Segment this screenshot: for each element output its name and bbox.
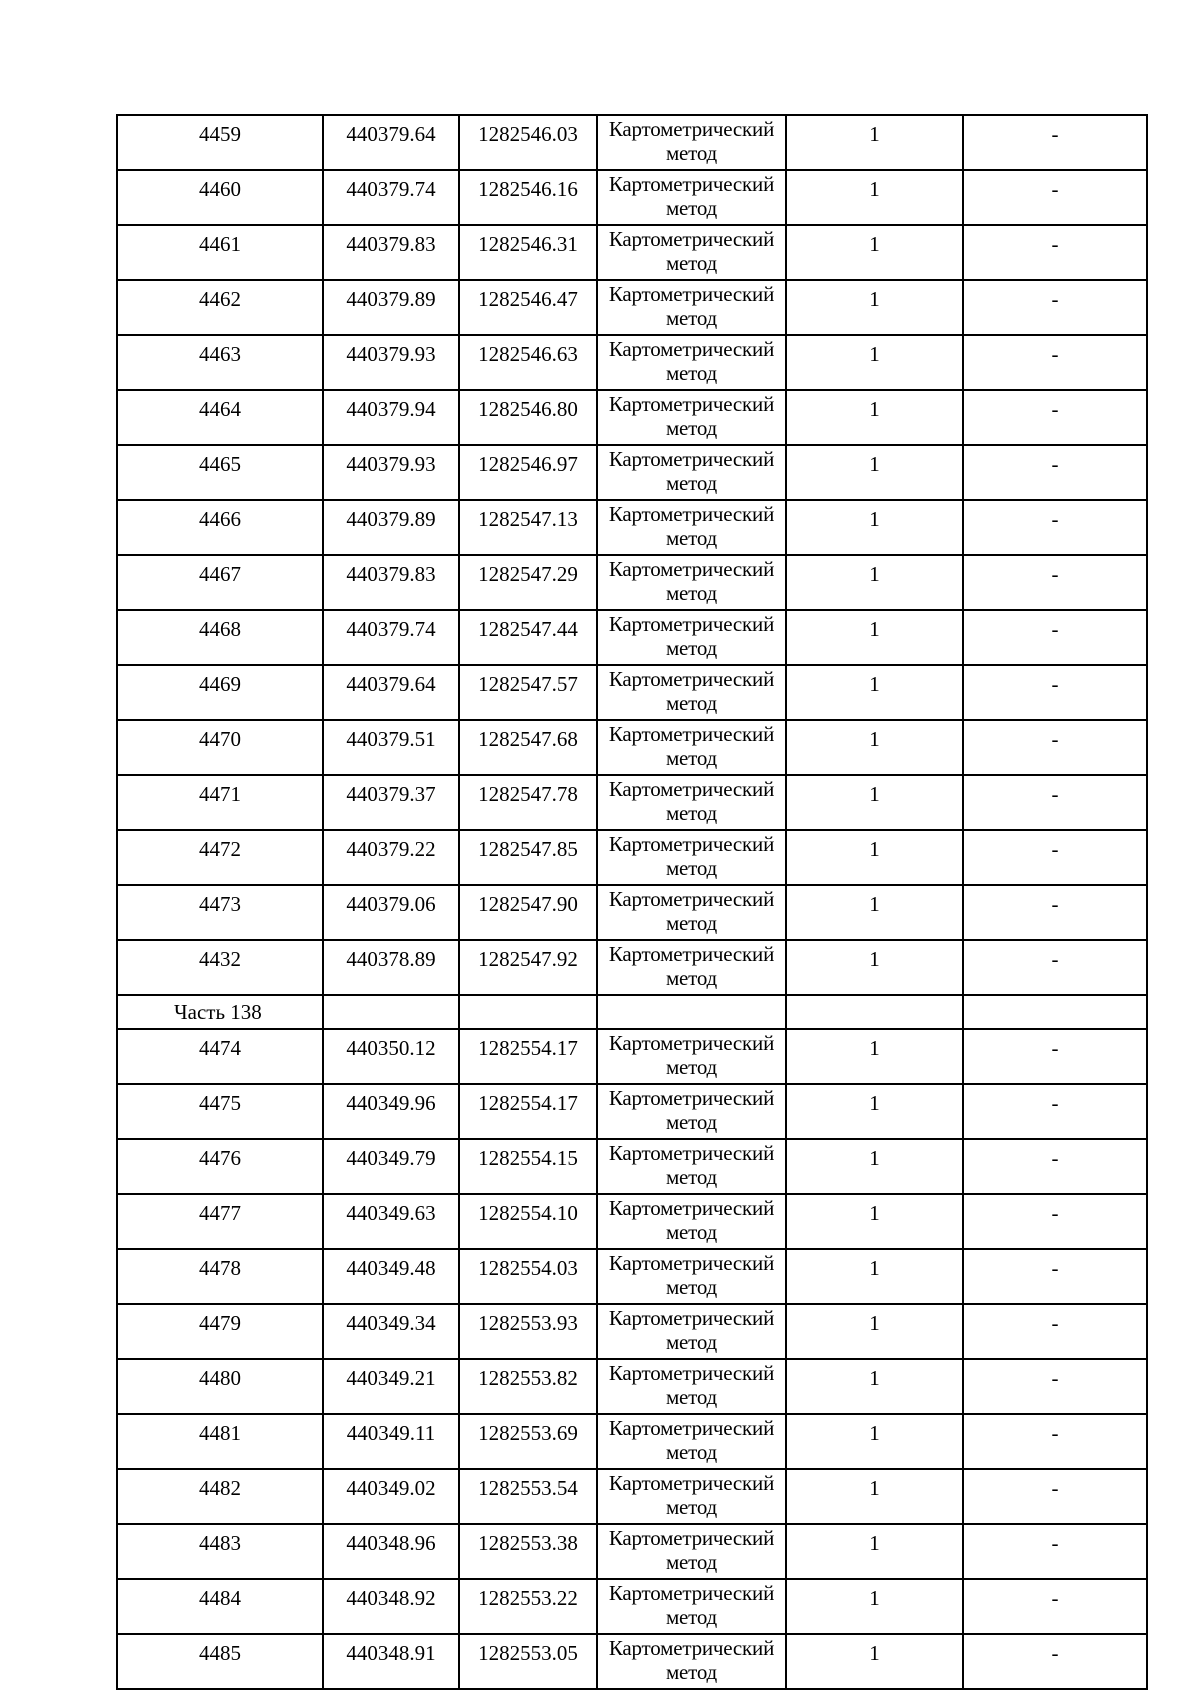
- point-number-cell: 4462: [117, 280, 323, 335]
- method-line-1: Картометрический: [608, 282, 775, 306]
- extra-cell: -: [963, 445, 1147, 500]
- method-line-2: метод: [665, 471, 718, 495]
- table-row: [117, 1579, 1147, 1634]
- table-row: [117, 555, 1147, 610]
- method-line-1: Картометрический: [608, 1416, 775, 1440]
- x-coordinate-cell: 440379.22: [323, 830, 459, 885]
- extra-cell: -: [963, 1524, 1147, 1579]
- point-number-cell: 4468: [117, 610, 323, 665]
- point-number-cell: 4465: [117, 445, 323, 500]
- method-line-1: Картометрический: [608, 667, 775, 691]
- method-line-1: Картометрический: [608, 722, 775, 746]
- accuracy-cell: 1: [786, 885, 963, 940]
- method-cell: [597, 1304, 786, 1359]
- y-coordinate-cell: 1282553.93: [459, 1304, 597, 1359]
- method-line-1: Картометрический: [608, 557, 775, 581]
- method-line-1: Картометрический: [608, 1086, 775, 1110]
- y-coordinate-cell: 1282547.68: [459, 720, 597, 775]
- y-coordinate-cell: 1282547.29: [459, 555, 597, 610]
- method-line-2: метод: [665, 1440, 718, 1464]
- accuracy-cell: 1: [786, 225, 963, 280]
- section-empty-cell: [597, 995, 786, 1029]
- method-line-1: Картометрический: [608, 1196, 775, 1220]
- table-row: [117, 775, 1147, 830]
- method-line-2: метод: [665, 526, 718, 550]
- point-number-cell: 4461: [117, 225, 323, 280]
- method-line-2: метод: [665, 1165, 718, 1189]
- method-cell: [597, 720, 786, 775]
- extra-cell: -: [963, 775, 1147, 830]
- y-coordinate-cell: 1282553.22: [459, 1579, 597, 1634]
- method-line-2: метод: [665, 801, 718, 825]
- method-cell: [597, 390, 786, 445]
- accuracy-cell: 1: [786, 390, 963, 445]
- method-line-2: метод: [665, 1385, 718, 1409]
- table-row: [117, 610, 1147, 665]
- x-coordinate-cell: 440349.02: [323, 1469, 459, 1524]
- extra-cell: -: [963, 1029, 1147, 1084]
- method-cell: [597, 555, 786, 610]
- method-cell: [597, 830, 786, 885]
- method-line-1: Картометрический: [608, 1526, 775, 1550]
- method-cell: [597, 1084, 786, 1139]
- method-line-1: Картометрический: [608, 832, 775, 856]
- method-line-2: метод: [665, 1275, 718, 1299]
- section-empty-cell: [459, 995, 597, 1029]
- method-line-2: метод: [665, 251, 718, 275]
- method-cell: [597, 335, 786, 390]
- accuracy-cell: 1: [786, 1524, 963, 1579]
- accuracy-cell: 1: [786, 610, 963, 665]
- point-number-cell: 4482: [117, 1469, 323, 1524]
- table-row: [117, 1194, 1147, 1249]
- x-coordinate-cell: 440349.21: [323, 1359, 459, 1414]
- extra-cell: -: [963, 1304, 1147, 1359]
- method-line-2: метод: [665, 746, 718, 770]
- x-coordinate-cell: 440379.64: [323, 665, 459, 720]
- method-cell: [597, 885, 786, 940]
- y-coordinate-cell: 1282547.85: [459, 830, 597, 885]
- point-number-cell: 4464: [117, 390, 323, 445]
- method-line-1: Картометрический: [608, 1141, 775, 1165]
- accuracy-cell: 1: [786, 1194, 963, 1249]
- y-coordinate-cell: 1282546.16: [459, 170, 597, 225]
- y-coordinate-cell: 1282547.78: [459, 775, 597, 830]
- extra-cell: -: [963, 335, 1147, 390]
- y-coordinate-cell: 1282553.82: [459, 1359, 597, 1414]
- method-line-2: метод: [665, 1110, 718, 1134]
- x-coordinate-cell: 440379.89: [323, 500, 459, 555]
- x-coordinate-cell: 440379.93: [323, 445, 459, 500]
- method-line-2: метод: [665, 1550, 718, 1574]
- method-line-1: Картометрический: [608, 1031, 775, 1055]
- method-cell: [597, 225, 786, 280]
- y-coordinate-cell: 1282547.13: [459, 500, 597, 555]
- x-coordinate-cell: 440350.12: [323, 1029, 459, 1084]
- point-number-cell: 4476: [117, 1139, 323, 1194]
- method-line-2: метод: [665, 1220, 718, 1244]
- y-coordinate-cell: 1282546.80: [459, 390, 597, 445]
- extra-cell: -: [963, 115, 1147, 170]
- method-cell: [597, 1579, 786, 1634]
- extra-cell: -: [963, 555, 1147, 610]
- coordinates-table: [116, 114, 1148, 1690]
- method-line-1: Картометрический: [608, 1361, 775, 1385]
- extra-cell: -: [963, 830, 1147, 885]
- method-cell: [597, 1634, 786, 1689]
- method-cell: [597, 445, 786, 500]
- method-line-2: метод: [665, 691, 718, 715]
- accuracy-cell: 1: [786, 555, 963, 610]
- method-line-2: метод: [665, 1495, 718, 1519]
- table-row: [117, 500, 1147, 555]
- y-coordinate-cell: 1282553.54: [459, 1469, 597, 1524]
- table-row: [117, 225, 1147, 280]
- method-cell: [597, 115, 786, 170]
- method-line-1: Картометрический: [608, 117, 775, 141]
- y-coordinate-cell: 1282554.17: [459, 1029, 597, 1084]
- x-coordinate-cell: 440379.74: [323, 170, 459, 225]
- extra-cell: -: [963, 1194, 1147, 1249]
- point-number-cell: 4479: [117, 1304, 323, 1359]
- section-empty-cell: [786, 995, 963, 1029]
- extra-cell: -: [963, 390, 1147, 445]
- method-line-1: Картометрический: [608, 172, 775, 196]
- method-line-1: Картометрический: [608, 1471, 775, 1495]
- point-number-cell: 4432: [117, 940, 323, 995]
- method-line-1: Картометрический: [608, 392, 775, 416]
- method-line-1: Картометрический: [608, 502, 775, 526]
- extra-cell: -: [963, 280, 1147, 335]
- x-coordinate-cell: 440349.48: [323, 1249, 459, 1304]
- point-number-cell: 4484: [117, 1579, 323, 1634]
- method-line-2: метод: [665, 581, 718, 605]
- y-coordinate-cell: 1282546.97: [459, 445, 597, 500]
- method-line-2: метод: [665, 1055, 718, 1079]
- y-coordinate-cell: 1282546.03: [459, 115, 597, 170]
- x-coordinate-cell: 440379.83: [323, 555, 459, 610]
- method-cell: [597, 610, 786, 665]
- point-number-cell: 4483: [117, 1524, 323, 1579]
- point-number-cell: 4481: [117, 1414, 323, 1469]
- y-coordinate-cell: 1282547.57: [459, 665, 597, 720]
- extra-cell: -: [963, 1634, 1147, 1689]
- extra-cell: -: [963, 500, 1147, 555]
- x-coordinate-cell: 440348.92: [323, 1579, 459, 1634]
- point-number-cell: 4485: [117, 1634, 323, 1689]
- x-coordinate-cell: 440379.51: [323, 720, 459, 775]
- extra-cell: -: [963, 1084, 1147, 1139]
- point-number-cell: 4472: [117, 830, 323, 885]
- extra-cell: -: [963, 1249, 1147, 1304]
- table-row: [117, 830, 1147, 885]
- method-line-2: метод: [665, 361, 718, 385]
- accuracy-cell: 1: [786, 940, 963, 995]
- point-number-cell: 4475: [117, 1084, 323, 1139]
- y-coordinate-cell: 1282547.92: [459, 940, 597, 995]
- method-line-2: метод: [665, 856, 718, 880]
- method-cell: [597, 1414, 786, 1469]
- table-row: [117, 665, 1147, 720]
- table-row: [117, 1304, 1147, 1359]
- accuracy-cell: 1: [786, 335, 963, 390]
- x-coordinate-cell: 440379.06: [323, 885, 459, 940]
- y-coordinate-cell: 1282553.38: [459, 1524, 597, 1579]
- method-line-1: Картометрический: [608, 227, 775, 251]
- x-coordinate-cell: 440349.96: [323, 1084, 459, 1139]
- accuracy-cell: 1: [786, 280, 963, 335]
- x-coordinate-cell: 440379.37: [323, 775, 459, 830]
- point-number-cell: 4477: [117, 1194, 323, 1249]
- accuracy-cell: 1: [786, 1469, 963, 1524]
- point-number-cell: 4466: [117, 500, 323, 555]
- method-cell: [597, 940, 786, 995]
- method-cell: [597, 1359, 786, 1414]
- x-coordinate-cell: 440379.89: [323, 280, 459, 335]
- method-line-2: метод: [665, 1660, 718, 1684]
- extra-cell: -: [963, 720, 1147, 775]
- accuracy-cell: 1: [786, 500, 963, 555]
- extra-cell: -: [963, 1414, 1147, 1469]
- method-cell: [597, 1194, 786, 1249]
- accuracy-cell: 1: [786, 1414, 963, 1469]
- y-coordinate-cell: 1282554.15: [459, 1139, 597, 1194]
- point-number-cell: 4463: [117, 335, 323, 390]
- y-coordinate-cell: 1282546.47: [459, 280, 597, 335]
- table-row: [117, 1414, 1147, 1469]
- accuracy-cell: 1: [786, 830, 963, 885]
- y-coordinate-cell: 1282554.10: [459, 1194, 597, 1249]
- method-line-1: Картометрический: [608, 1581, 775, 1605]
- y-coordinate-cell: 1282547.44: [459, 610, 597, 665]
- y-coordinate-cell: 1282546.63: [459, 335, 597, 390]
- section-header-row: [117, 995, 1147, 1029]
- point-number-cell: 4473: [117, 885, 323, 940]
- x-coordinate-cell: 440349.63: [323, 1194, 459, 1249]
- method-cell: [597, 1524, 786, 1579]
- table-row: [117, 1469, 1147, 1524]
- point-number-cell: 4460: [117, 170, 323, 225]
- table-row: [117, 115, 1147, 170]
- accuracy-cell: 1: [786, 665, 963, 720]
- y-coordinate-cell: 1282553.69: [459, 1414, 597, 1469]
- method-line-1: Картометрический: [608, 777, 775, 801]
- accuracy-cell: 1: [786, 1579, 963, 1634]
- table-row: [117, 1359, 1147, 1414]
- table-row: [117, 885, 1147, 940]
- accuracy-cell: 1: [786, 1139, 963, 1194]
- accuracy-cell: 1: [786, 1634, 963, 1689]
- method-line-2: метод: [665, 1330, 718, 1354]
- x-coordinate-cell: 440349.11: [323, 1414, 459, 1469]
- method-cell: [597, 1249, 786, 1304]
- table-row: [117, 1029, 1147, 1084]
- method-line-2: метод: [665, 306, 718, 330]
- table-row: [117, 335, 1147, 390]
- point-number-cell: 4467: [117, 555, 323, 610]
- method-line-1: Картометрический: [608, 942, 775, 966]
- method-cell: [597, 1139, 786, 1194]
- extra-cell: -: [963, 1579, 1147, 1634]
- method-cell: [597, 280, 786, 335]
- x-coordinate-cell: 440379.94: [323, 390, 459, 445]
- accuracy-cell: 1: [786, 1304, 963, 1359]
- method-cell: [597, 665, 786, 720]
- x-coordinate-cell: 440379.93: [323, 335, 459, 390]
- point-number-cell: 4470: [117, 720, 323, 775]
- section-label: Часть 138: [117, 995, 323, 1029]
- section-empty-cell: [963, 995, 1147, 1029]
- accuracy-cell: 1: [786, 1249, 963, 1304]
- y-coordinate-cell: 1282547.90: [459, 885, 597, 940]
- extra-cell: -: [963, 225, 1147, 280]
- method-line-1: Картометрический: [608, 337, 775, 361]
- table-row: [117, 720, 1147, 775]
- accuracy-cell: 1: [786, 720, 963, 775]
- x-coordinate-cell: 440379.74: [323, 610, 459, 665]
- point-number-cell: 4459: [117, 115, 323, 170]
- point-number-cell: 4480: [117, 1359, 323, 1414]
- y-coordinate-cell: 1282554.03: [459, 1249, 597, 1304]
- method-line-1: Картометрический: [608, 887, 775, 911]
- extra-cell: -: [963, 170, 1147, 225]
- section-empty-cell: [323, 995, 459, 1029]
- method-cell: [597, 1469, 786, 1524]
- extra-cell: -: [963, 1359, 1147, 1414]
- accuracy-cell: 1: [786, 1029, 963, 1084]
- extra-cell: -: [963, 610, 1147, 665]
- extra-cell: -: [963, 940, 1147, 995]
- coordinates-table-body: [117, 115, 1147, 1689]
- table-row: [117, 390, 1147, 445]
- x-coordinate-cell: 440378.89: [323, 940, 459, 995]
- table-row: [117, 1084, 1147, 1139]
- table-row: [117, 280, 1147, 335]
- accuracy-cell: 1: [786, 1084, 963, 1139]
- method-line-1: Картометрический: [608, 447, 775, 471]
- x-coordinate-cell: 440348.96: [323, 1524, 459, 1579]
- accuracy-cell: 1: [786, 115, 963, 170]
- x-coordinate-cell: 440349.34: [323, 1304, 459, 1359]
- method-line-2: метод: [665, 636, 718, 660]
- accuracy-cell: 1: [786, 1359, 963, 1414]
- x-coordinate-cell: 440348.91: [323, 1634, 459, 1689]
- method-line-2: метод: [665, 196, 718, 220]
- x-coordinate-cell: 440379.83: [323, 225, 459, 280]
- y-coordinate-cell: 1282554.17: [459, 1084, 597, 1139]
- table-row: [117, 1634, 1147, 1689]
- extra-cell: -: [963, 1139, 1147, 1194]
- table-row: [117, 1139, 1147, 1194]
- point-number-cell: 4478: [117, 1249, 323, 1304]
- method-cell: [597, 170, 786, 225]
- x-coordinate-cell: 440379.64: [323, 115, 459, 170]
- point-number-cell: 4474: [117, 1029, 323, 1084]
- x-coordinate-cell: 440349.79: [323, 1139, 459, 1194]
- table-row: [117, 940, 1147, 995]
- y-coordinate-cell: 1282546.31: [459, 225, 597, 280]
- table-row: [117, 1249, 1147, 1304]
- table-row: [117, 170, 1147, 225]
- method-cell: [597, 500, 786, 555]
- accuracy-cell: 1: [786, 775, 963, 830]
- extra-cell: -: [963, 1469, 1147, 1524]
- method-line-2: метод: [665, 966, 718, 990]
- table-row: [117, 445, 1147, 500]
- method-line-1: Картометрический: [608, 612, 775, 636]
- method-line-1: Картометрический: [608, 1306, 775, 1330]
- method-line-1: Картометрический: [608, 1636, 775, 1660]
- table-row: [117, 1524, 1147, 1579]
- method-line-2: метод: [665, 416, 718, 440]
- method-cell: [597, 775, 786, 830]
- point-number-cell: 4471: [117, 775, 323, 830]
- method-cell: [597, 1029, 786, 1084]
- accuracy-cell: 1: [786, 445, 963, 500]
- method-line-2: метод: [665, 1605, 718, 1629]
- extra-cell: -: [963, 665, 1147, 720]
- accuracy-cell: 1: [786, 170, 963, 225]
- extra-cell: -: [963, 885, 1147, 940]
- method-line-1: Картометрический: [608, 1251, 775, 1275]
- method-line-2: метод: [665, 141, 718, 165]
- y-coordinate-cell: 1282553.05: [459, 1634, 597, 1689]
- point-number-cell: 4469: [117, 665, 323, 720]
- method-line-2: метод: [665, 911, 718, 935]
